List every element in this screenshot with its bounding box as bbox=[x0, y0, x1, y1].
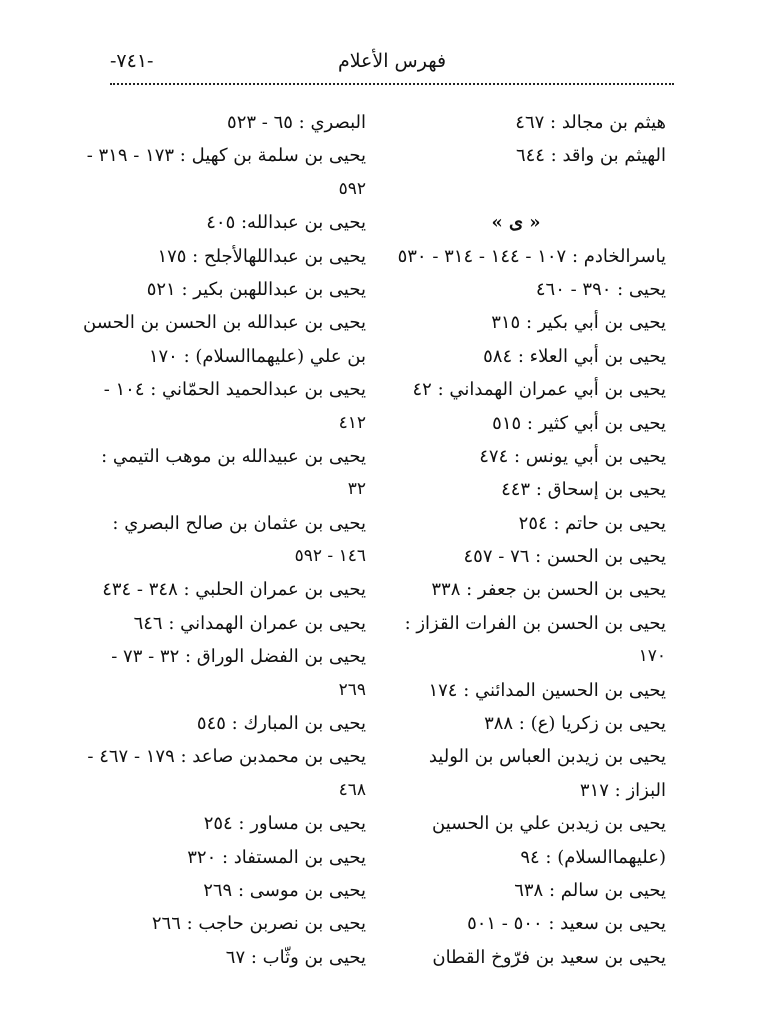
index-entry: يحيى بن سلمة بن كهيل : ١٧٣ - ٣١٩ - bbox=[86, 145, 366, 167]
index-entry: يحيى بن زيدبن علي بن الحسين bbox=[432, 813, 666, 835]
index-entry: هيثم بن مجالد : ٤٦٧ bbox=[515, 112, 666, 133]
index-entry: يحيى بن عبدالله: ٤٠٥ bbox=[206, 212, 366, 234]
index-entry: يحيى بن عبيدالله بن موهب التيمي : bbox=[101, 445, 366, 467]
header-divider bbox=[110, 83, 674, 85]
index-entry: يحيى بن زيدبن العباس بن الوليد bbox=[428, 746, 666, 768]
index-entry: يحيى بن عمران الحلبي : ٣٤٨ - ٤٣٤ bbox=[102, 579, 366, 601]
index-entry: يحيى بن أبي العلاء : ٥٨٤ bbox=[483, 345, 666, 367]
index-entry: يحيى بن محمدبن صاعد : ١٧٩ - ٤٦٧ - bbox=[87, 746, 366, 768]
index-column-left bbox=[72, 106, 366, 974]
index-entry: يحيى بن عثمان بن صالح البصري : bbox=[112, 512, 366, 534]
index-entry: يحيى بن أبي كثير : ٥١٥ bbox=[492, 412, 666, 434]
index-entry: البزاز : ٣١٧ bbox=[579, 779, 666, 801]
index-entry: يحيى بن إسحاق : ٤٤٣ bbox=[501, 479, 666, 501]
index-entry: يحيى بن عبداللهالأجلح : ١٧٥ bbox=[157, 245, 366, 267]
index-entry: يحيى بن الحسين المدائني : ١٧٤ bbox=[428, 679, 666, 701]
page-title: فهرس الأعلام bbox=[337, 50, 447, 72]
index-entry: ٤٦٨ bbox=[338, 779, 366, 800]
index-entry: يحيى بن عمران الهمداني : ٦٤٦ bbox=[133, 612, 366, 634]
index-entry: يحيى بن مساور : ٢٥٤ bbox=[203, 813, 366, 835]
index-entry: يحيى بن سعيد بن فرّوخ القطان bbox=[432, 946, 666, 968]
index-entry: يحيى بن أبي عمران الهمداني : ٤٢ bbox=[412, 379, 666, 401]
index-entry: ٣٢ bbox=[347, 479, 366, 500]
page-number: -٧٤١- bbox=[110, 50, 154, 72]
index-entry: يحيى بن عبدالحميد الحمّاني : ١٠٤ - bbox=[103, 379, 366, 401]
index-entry: يحيى بن زكريا (ع) : ٣٨٨ bbox=[484, 713, 666, 735]
index-column-right bbox=[366, 106, 666, 974]
index-entry: ٤١٢ bbox=[338, 412, 366, 433]
index-entry: يحيى بن المبارك : ٥٤٥ bbox=[196, 713, 366, 735]
index-entry: ١٧٠ bbox=[638, 646, 666, 667]
index-entry: البصري : ٦٥ - ٥٢٣ bbox=[227, 112, 366, 133]
index-entry: يحيى بن الحسن بن جعفر : ٣٣٨ bbox=[431, 579, 666, 601]
index-entry: يحيى بن الحسن بن الفرات القزاز : bbox=[404, 612, 666, 634]
index-entry: يحيى : ٣٩٠ - ٤٦٠ bbox=[535, 278, 666, 300]
index-entry: يحيى بن سالم : ٦٣٨ bbox=[514, 879, 666, 901]
index-entry: يحيى بن عبدالله بن الحسن بن الحسن bbox=[83, 312, 366, 334]
index-entry: (عليهماالسلام) : ٩٤ bbox=[520, 846, 666, 868]
index-entry: يحيى بن عبداللهبن بكير : ٥٢١ bbox=[146, 278, 366, 300]
index-entry: يحيى بن الحسن : ٧٦ - ٤٥٧ bbox=[463, 546, 666, 568]
index-entry: ياسرالخادم : ١٠٧ - ١٤٤ - ٣١٤ - ٥٣٠ bbox=[397, 245, 666, 267]
index-entry: يحيى بن حاتم : ٢٥٤ bbox=[518, 512, 666, 534]
section-heading: « ى » bbox=[491, 212, 541, 234]
page-header bbox=[110, 46, 674, 88]
index-entry: يحيى بن وثّاب : ٦٧ bbox=[225, 946, 366, 968]
index-entry: ٢٦٩ bbox=[338, 679, 366, 700]
index-entry: ٥٩٢ bbox=[338, 178, 366, 199]
index-entry bbox=[366, 173, 666, 206]
index-entry: ١٤٦ - ٥٩٢ bbox=[294, 546, 366, 567]
index-entry: يحيى بن أبي بكير : ٣١٥ bbox=[491, 312, 666, 334]
index-entry: بن علي (عليهماالسلام) : ١٧٠ bbox=[148, 345, 366, 367]
index-entry: يحيى بن المستفاد : ٣٢٠ bbox=[187, 846, 366, 868]
index-entry: الهيثم بن واقد : ٦٤٤ bbox=[515, 145, 666, 167]
index-entry: يحيى بن الفضل الوراق : ٣٢ - ٧٣ - bbox=[111, 646, 366, 668]
index-entry: يحيى بن أبي يونس : ٤٧٤ bbox=[479, 445, 666, 467]
index-entry: يحيى بن نصربن حاجب : ٢٦٦ bbox=[151, 913, 366, 935]
index-entry: يحيى بن سعيد : ٥٠٠ - ٥٠١ bbox=[467, 913, 666, 935]
index-entry: يحيى بن موسى : ٢٦٩ bbox=[203, 879, 366, 901]
